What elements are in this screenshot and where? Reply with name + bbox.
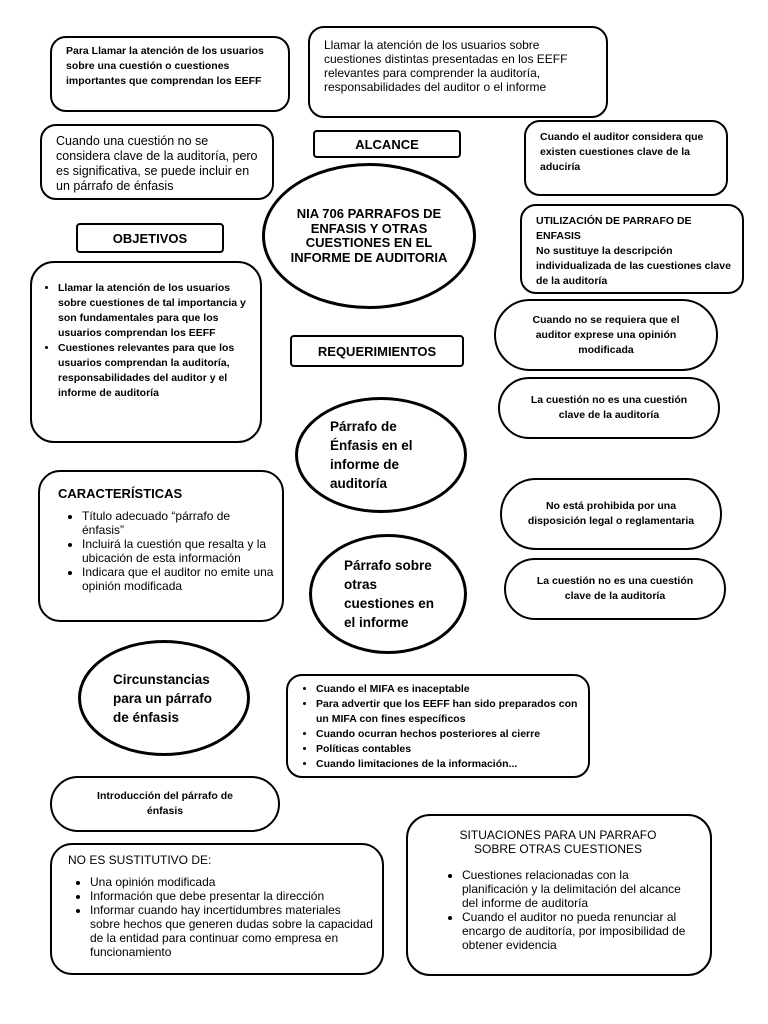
utilizacion-body: No sustituye la descripción individualizada de las cuestiones clave de la auditoría [536,245,731,287]
list-item: • Indicara que el auditor no emite una opinión modificada [82,565,274,593]
situaciones-box [406,814,712,976]
right-no-clave-text-2: La cuestión no es una cuestión clave de la auditoría [536,575,694,602]
center-title-text: NIA 706 PARRAFOS DE ENFASIS Y OTRAS CUESTIONES EN EL INFORME DE AUDITORIA [290,206,448,265]
list-item: • Cuando limitaciones de la información... [316,757,580,772]
list-item: • Para advertir que los EEFF han sido preparados con un MIFA con fines específicos [316,697,580,727]
situaciones-title: SITUACIONES PARA UN PARRAFO SOBRE OTRAS CUESTIONES [459,828,657,856]
list-item: • Cuestiones relacionadas con la planificación y la delimitación del alcance del informe de auditoría [462,868,688,910]
right-no-clave-text-1: La cuestión no es una cuestión clave de la auditoría [530,394,688,421]
list-item: • Cuando el MIFA es inaceptable [316,682,580,697]
list-item: • Cuando ocurran hechos posteriores al cierre [316,727,580,742]
center-enfasis-oval [295,397,467,513]
list-item: • Incluirá la cuestión que resalta y la ubicación de esta información [82,537,274,565]
top-right-box-text: Llamar la atención de los usuarios sobre cuestiones distintas presentadas en los EEFF relevantes para comprender la auditoría, responsabilidades del auditor o el informe [324,38,568,94]
right-no-opinion-text: Cuando no se requiera que el auditor exprese una opinión modificada [532,313,680,356]
introduccion-text: Introducción del párrafo de énfasis [97,790,233,817]
objetivos-list-box [30,261,262,443]
circunstancias-oval [78,640,250,756]
objetivos-label: OBJETIVOS [76,223,224,253]
utilizacion-title: UTILIZACIÓN DE PARRAFO DE ENFASIS [536,215,692,242]
right-no-opinion-box [494,299,718,371]
alcance-label: ALCANCE [313,130,461,158]
introduccion-box [50,776,280,832]
right-no-prohibida-box [500,478,722,550]
caracteristicas-box [38,470,284,622]
right-clave-text: Cuando el auditor considera que existen cuestiones clave de la aduciría [540,131,704,173]
circunstancias-list [294,682,580,772]
center-otras-text: Párrafo sobre otras cuestiones en el informe [344,558,435,630]
no-sustitutivo-box [50,843,384,975]
list-item: • Informar cuando hay incertidumbres materiales sobre hechos que generen dudas sobre la capacidad de la entidad para continuar como empresa en funcionamiento [90,903,374,959]
top-right-box [308,26,608,118]
list-item: • Título adecuado “párrafo de énfasis” [82,509,274,537]
right-no-prohibida-text: No está prohibida por una disposición legal o reglamentaria [527,500,695,527]
utilizacion-box [520,204,744,294]
center-enfasis-text: Párrafo de Énfasis en el informe de auditoría [330,419,413,491]
left-enfasis-text: Cuando una cuestión no se considera clave de la auditoría, pero es significativa, se puede incluir en un párrafo de énfasis [56,134,258,193]
list-item: • Cuestiones relevantes para que los usuarios comprendan la auditoría, responsabilidades del auditor y el informe de auditoría [58,341,252,401]
right-clave-box [524,120,728,196]
list-item: • Cuando el auditor no pueda renunciar al encargo de auditoría, por imposibilidad de obtener evidencia [462,910,688,952]
no-sustitutivo-title: NO ES SUSTITUTIVO DE: [68,853,212,867]
list-item: • Políticas contables [316,742,580,757]
right-no-clave-box-1 [498,377,720,439]
caracteristicas-title: CARACTERÍSTICAS [58,486,183,501]
top-left-box [50,36,290,112]
list-item: • Una opinión modificada [90,875,374,889]
no-sustitutivo-list [68,875,374,959]
left-enfasis-box [40,124,274,200]
circunstancias-list-box [286,674,590,778]
list-item: • Información que debe presentar la dirección [90,889,374,903]
requerimientos-label: REQUERIMIENTOS [290,335,464,367]
situaciones-list [416,868,700,952]
center-title-oval [262,163,476,309]
top-left-box-text: Para Llamar la atención de los usuarios sobre una cuestión o cuestiones importantes que comprendan los EEFF [66,45,264,87]
caracteristicas-list [58,509,274,593]
circunstancias-text: Circunstancias para un párrafo de énfasis [113,671,213,725]
center-otras-oval [309,534,467,654]
right-no-clave-box-2 [504,558,726,620]
list-item: • Llamar la atención de los usuarios sobre cuestiones de tal importancia y son fundamentales para que los usuarios comprendan los EEFF [58,281,252,341]
objetivos-list [36,281,252,401]
